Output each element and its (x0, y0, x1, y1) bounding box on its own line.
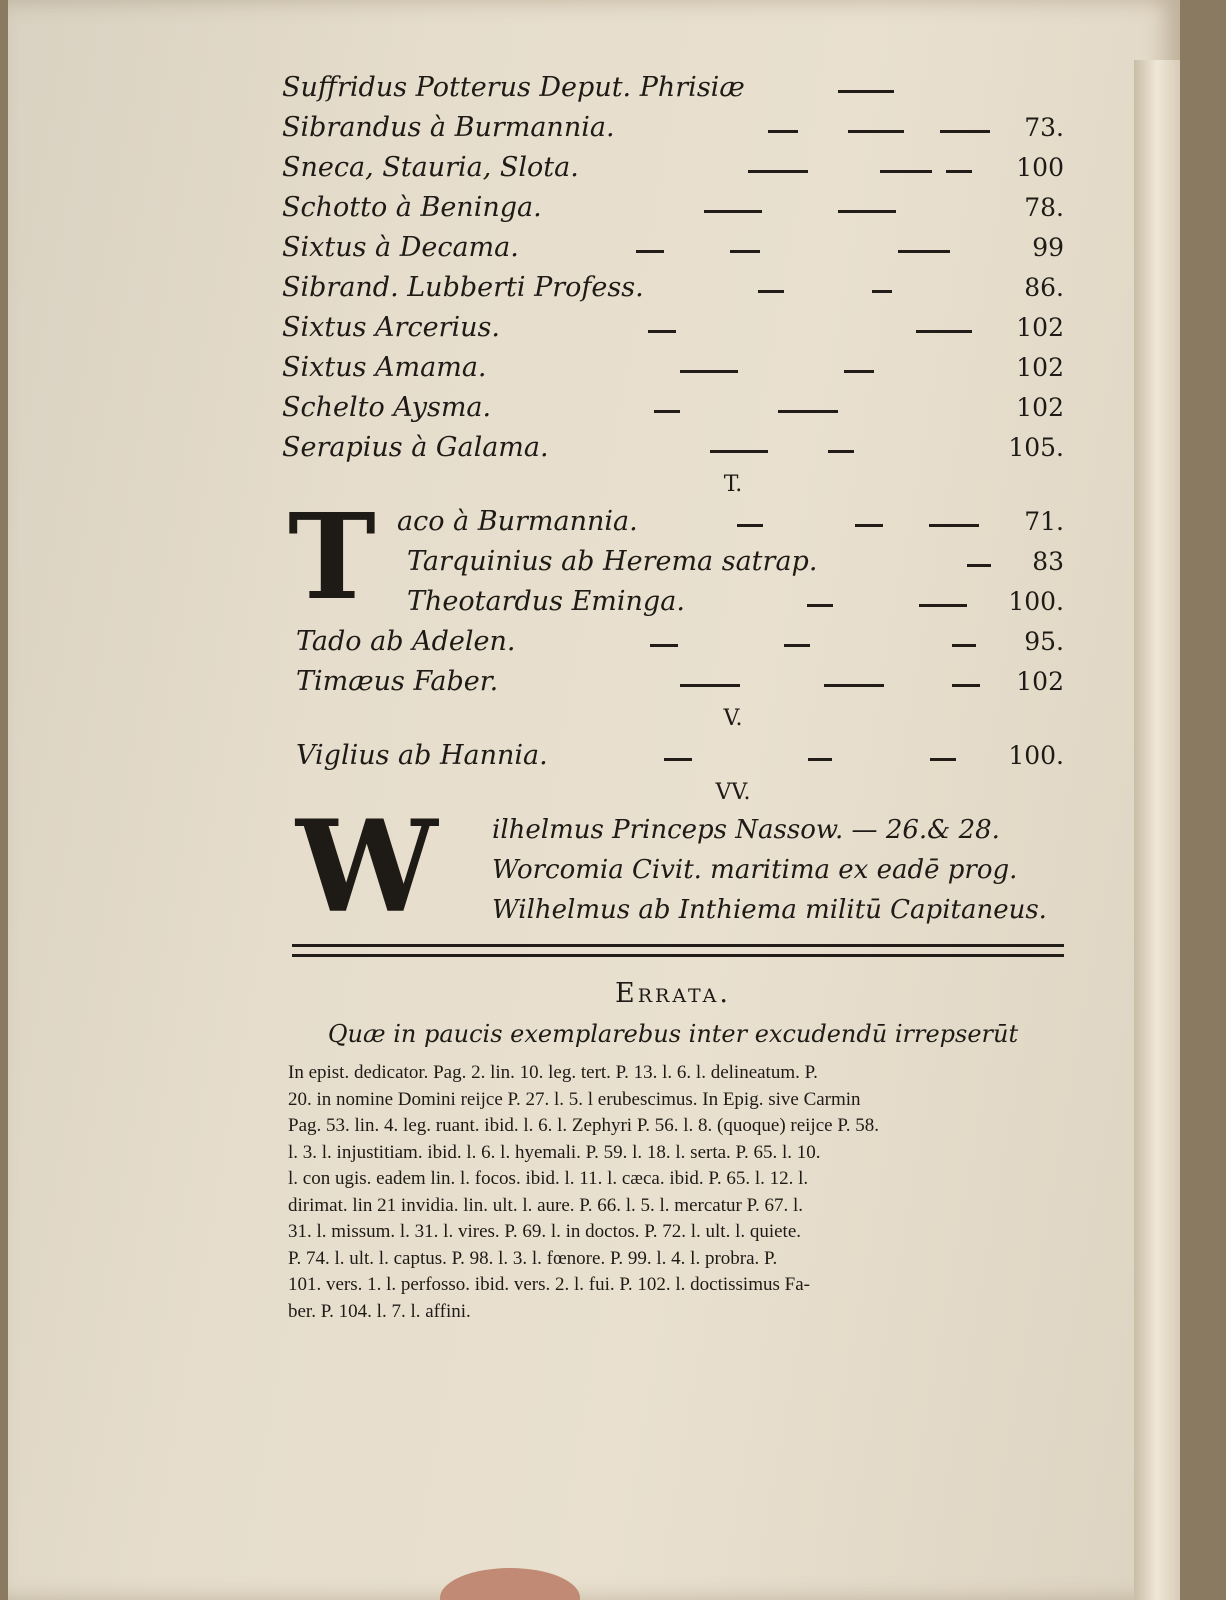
w-initial-block (282, 793, 1064, 941)
leader-dash (748, 170, 808, 173)
entry-page: 100. (1008, 741, 1064, 770)
leader-dash (855, 524, 883, 527)
errata-title: Errata. (615, 978, 731, 1009)
entry-name: Viglius ab Hannia. (296, 740, 548, 771)
errata-line: dirimat. lin 21 invidia. lin. ult. l. aure. P. 66. l. 5. l. mercatur P. 67. l. (288, 1194, 804, 1216)
leader-dash (967, 564, 991, 567)
entry-name: Timæus Faber. (296, 666, 499, 697)
entry-name: Sixtus Arcerius. (282, 312, 500, 343)
errata-line: Pag. 53. lin. 4. leg. ruant. ibid. l. 6. l. Zephyri P. 56. l. 8. (quoque) reijce P. 58. (288, 1115, 880, 1136)
leader-dash (952, 684, 980, 687)
entry-page: 78. (1024, 193, 1064, 222)
index-entry (282, 68, 1064, 108)
errata-subtitle: Quæ in paucis exemplarebus inter excudendū irrepserūt (327, 1020, 1019, 1048)
entry-page: 105. (1008, 433, 1064, 462)
index-entry (282, 268, 1064, 308)
leader-dash (930, 758, 956, 761)
index-entry (282, 188, 1064, 228)
index-entry (282, 736, 1064, 776)
entry-page: 102 (1016, 353, 1064, 382)
entry-page: 102 (1016, 393, 1064, 422)
leader-dash (704, 210, 762, 213)
index-entry (407, 582, 1064, 622)
index-entry (282, 108, 1064, 148)
leader-dash (946, 170, 972, 173)
leader-dash (838, 90, 894, 93)
drop-cap-t: T (288, 487, 376, 626)
leader-dash (824, 684, 884, 687)
entry-name: Serapius à Galama. (282, 432, 549, 463)
leader-dash (807, 604, 833, 607)
section-letter-vv: VV. (715, 780, 751, 805)
entry-name: Suffridus Potterus Deput. Phrisiæ (282, 72, 745, 103)
leader-dash (844, 370, 874, 373)
errata-line: l. con ugis. eadem lin. l. focos. ibid. l. 11. l. cæca. ibid. P. 65. l. 12. l. (288, 1168, 809, 1189)
section-letter-t: T. (723, 472, 743, 497)
errata-line: ber. P. 104. l. 7. l. affini. (288, 1300, 471, 1322)
section-letter-v: V. (723, 706, 743, 731)
leader-dash (680, 370, 738, 373)
entry-page: 99 (1032, 233, 1064, 262)
t-initial-block (282, 487, 1064, 626)
leader-dash (710, 450, 768, 453)
leader-dash (872, 290, 892, 293)
w-line: ilhelmus Princeps Nassow. — 26.& 28. (492, 815, 1000, 845)
index-entry (397, 502, 1064, 542)
errata-line: 101. vers. 1. l. perfosso. ibid. vers. 2. l. fui. P. 102. l. doctissimus Fa- (288, 1274, 810, 1295)
index-entry (282, 148, 1064, 188)
leader-dash (650, 644, 678, 647)
index-content (282, 68, 1064, 1325)
leader-dash (648, 330, 676, 333)
leader-dash (778, 410, 838, 413)
entry-page: 71. (1024, 507, 1064, 536)
leader-dash (758, 290, 784, 293)
entry-name: Sibrand. Lubberti Profess. (282, 272, 644, 303)
entry-name: aco à Burmannia. (397, 506, 638, 537)
entry-page: 100 (1016, 153, 1064, 182)
errata-line: l. 3. l. injustitiam. ibid. l. 6. l. hyemali. P. 59. l. 18. l. serta. P. 65. l. 10. (288, 1141, 821, 1163)
page-edge (1134, 60, 1180, 1600)
entry-name: Sneca, Stauria, Slota. (282, 152, 579, 183)
index-entry (407, 542, 1064, 582)
leader-dash (664, 758, 692, 761)
leader-dash (680, 684, 740, 687)
rule-line (292, 954, 1064, 957)
index-entry (282, 662, 1064, 702)
leader-dash (916, 330, 972, 333)
entry-page: 83 (1032, 547, 1064, 576)
entry-page: 73. (1024, 113, 1064, 142)
index-entry (282, 388, 1064, 428)
leader-dash (838, 210, 896, 213)
entry-page: 102 (1016, 667, 1064, 696)
errata-line: 31. l. missum. l. 31. l. vires. P. 69. l. in doctos. P. 72. l. ult. l. quiete. (288, 1221, 802, 1242)
index-entry (282, 348, 1064, 388)
leader-dash (919, 604, 967, 607)
leader-dash (828, 450, 854, 453)
entry-name: Tado ab Adelen. (296, 626, 516, 657)
w-line: Wilhelmus ab Inthiema militū Capitaneus. (492, 895, 1047, 925)
leader-dash (768, 130, 798, 133)
entry-row (407, 542, 1064, 582)
index-entry (282, 622, 1064, 662)
index-entry (282, 228, 1064, 268)
entry-page: 86. (1024, 273, 1064, 302)
rule-line (292, 944, 1064, 947)
leader-dash (898, 250, 950, 253)
leader-dash (880, 170, 932, 173)
entry-page: 100. (1008, 587, 1064, 616)
index-entry (282, 428, 1064, 468)
leader-dash (929, 524, 979, 527)
leader-dash (636, 250, 664, 253)
double-rule (282, 940, 1064, 970)
leader-dash (730, 250, 760, 253)
leader-dash (808, 758, 832, 761)
entry-row (407, 582, 1064, 622)
leader-dash (952, 644, 976, 647)
leader-dash (654, 410, 680, 413)
entry-name: Tarquinius ab Herema satrap. (407, 546, 818, 577)
entry-page: 102 (1016, 313, 1064, 342)
entry-name: Sixtus à Decama. (282, 232, 519, 263)
errata-line: P. 74. l. ult. l. captus. P. 98. l. 3. l. fœnore. P. 99. l. 4. l. probra. P. (288, 1247, 778, 1269)
entry-name: Theotardus Eminga. (407, 586, 685, 617)
entry-name: Sibrandus à Burmannia. (282, 112, 615, 143)
entry-page: 95. (1024, 627, 1064, 656)
w-line: Worcomia Civit. maritima ex eadē prog. (492, 855, 1018, 885)
leader-dash (848, 130, 904, 133)
index-entry (282, 308, 1064, 348)
entry-name: Schelto Aysma. (282, 392, 492, 423)
entry-name: Schotto à Beninga. (282, 192, 542, 223)
leader-dash (737, 524, 763, 527)
drop-cap-w: W (296, 793, 438, 941)
leader-dash (940, 130, 990, 133)
entry-name: Sixtus Amama. (282, 352, 487, 383)
leader-dash (784, 644, 810, 647)
errata-line: In epist. dedicator. Pag. 2. lin. 10. leg. tert. P. 13. l. 6. l. delineatum. P. (288, 1062, 818, 1083)
errata-line: 20. in nomine Domini reijce P. 27. l. 5. l erubescimus. In Epig. sive Carmin (288, 1088, 861, 1110)
index-list-s (282, 68, 1064, 468)
errata-body (282, 1060, 1064, 1325)
entry-row (397, 502, 1064, 542)
